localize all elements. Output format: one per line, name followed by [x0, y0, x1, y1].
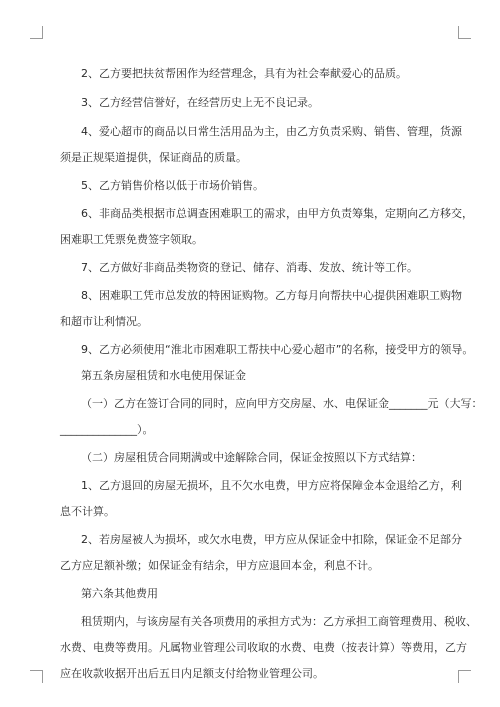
paragraph-line: 2、乙方要把扶贫帮困作为经营理念，具有为社会奉献爱心的品质。: [81, 67, 407, 80]
paragraph-line: 9、乙方必须使用“淮北市困难职工帮扶中心爱心超市”的名称，接受甲方的领导。: [81, 343, 474, 356]
paragraph-line: 5、乙方销售价格以低于市场价销售。: [81, 179, 264, 192]
paragraph-line: 6、非商品类根据市总调查困难职工的需求，由甲方负责筹集，定期向乙方移交，: [81, 207, 473, 220]
paragraph-line: 1、乙方退回的房屋无损坏，且不欠水电费，甲方应将保障金本金退给乙方，利: [81, 479, 462, 492]
paragraph-line: 8、困难职工凭市总发放的特困证购物。乙方每月向帮扶中心提供困难职工购物: [81, 289, 462, 302]
paragraph-line: 租赁期内，与该房屋有关各项费用的承担方式为：乙方承担工商管理费用、税收、: [81, 615, 477, 628]
paragraph-line: 须是正规渠道提供，保证商品的质量。: [60, 151, 247, 164]
paragraph-line: 应在收款收据开出后五日内足额支付给物业管理公司。: [60, 667, 324, 680]
paragraph-line: ______________）。: [60, 423, 154, 436]
paragraph-line: 7、乙方做好非商品类物资的登记、储存、消毒、发放、统计等工作。: [81, 261, 418, 274]
crop-mark-top-left: [30, 26, 43, 39]
paragraph-line: 乙方应足额补缴；如保证金有结余，甲方应退回本金，利息不计。: [60, 559, 379, 572]
paragraph-line: 和超市让利情况。: [60, 315, 148, 328]
crop-mark-top-right: [458, 26, 471, 39]
paragraph-line: 3、乙方经营信誉好，在经营历史上无不良记录。: [81, 96, 319, 109]
paragraph-line: 4、爱心超市的商品以日常生活用品为主，由乙方负责采购、销售、管理，货源: [81, 125, 462, 138]
section-heading: 第五条房屋租赁和水电使用保证金: [81, 369, 246, 382]
paragraph-line: 水费、电费等费用。凡属物业管理公司收取的水费、电费（按表计算）等费用，乙方: [60, 641, 467, 654]
crop-mark-bottom-left: [30, 670, 43, 683]
paragraph-line: 困难职工凭票免费签字领取。: [60, 233, 203, 246]
paragraph-line: 息不计算。: [60, 505, 115, 518]
paragraph-line: 2、若房屋被人为损坏，或欠水电费，甲方应从保证金中扣除，保证金不足部分: [81, 533, 462, 546]
paragraph-line: （一）乙方在签订合同的同时，应向甲方交房屋、水、电保证金_______元（大写：: [81, 397, 483, 410]
paragraph-line: （二）房屋租赁合同期满或中途解除合同，保证金按照以下方式结算：: [81, 451, 422, 464]
crop-mark-bottom-right: [458, 670, 471, 683]
section-heading: 第六条其他费用: [81, 587, 158, 600]
